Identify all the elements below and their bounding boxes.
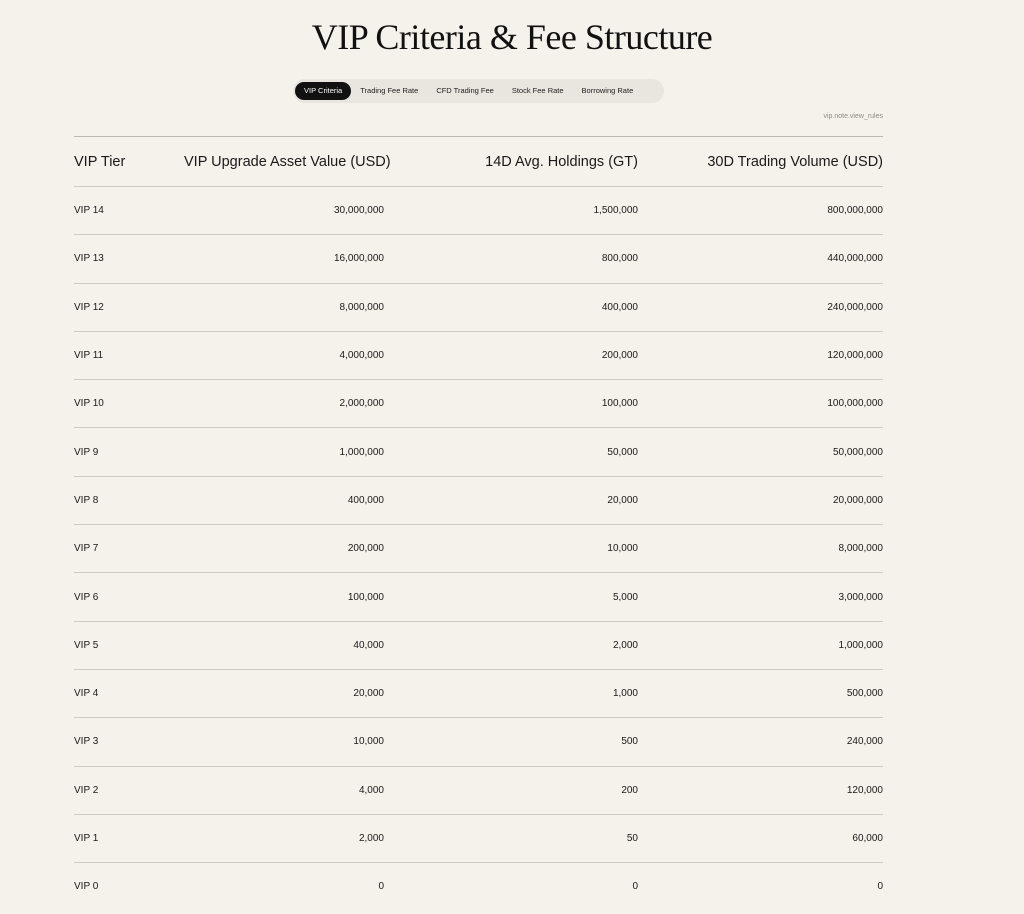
avg-holdings-cell: 100,000 <box>601 398 638 410</box>
vip-tier-cell: VIP 5 <box>74 639 99 651</box>
tab-trading-fee-rate[interactable]: Trading Fee Rate <box>360 86 419 95</box>
table-row <box>74 572 883 620</box>
tab-vip-criteria[interactable]: VIP Criteria <box>295 82 351 100</box>
upgrade-asset-value-cell: 16,000,000 <box>333 253 384 265</box>
upgrade-asset-value-cell: 200,000 <box>347 543 384 555</box>
view-rules-note[interactable]: vip.note.view_rules <box>823 113 883 120</box>
page-title: VIP Criteria & Fee Structure <box>311 17 713 57</box>
avg-holdings-cell: 0 <box>632 881 638 893</box>
trading-volume-cell: 800,000,000 <box>827 205 883 217</box>
table-row <box>74 669 883 717</box>
table-row <box>74 717 883 765</box>
upgrade-asset-value-cell: 1,000,000 <box>339 446 384 458</box>
avg-holdings-cell: 800,000 <box>601 253 638 265</box>
avg-holdings-cell: 20,000 <box>607 494 638 506</box>
avg-holdings-cell: 200 <box>621 784 638 796</box>
vip-tier-cell: VIP 2 <box>74 784 99 796</box>
avg-holdings-cell: 1,000 <box>612 688 638 700</box>
table-row <box>74 476 883 524</box>
upgrade-asset-value-cell: 8,000,000 <box>339 301 384 313</box>
table-row <box>74 331 883 379</box>
table-row <box>74 379 883 427</box>
trading-volume-cell: 0 <box>877 881 883 893</box>
upgrade-asset-value-cell: 4,000,000 <box>339 350 384 362</box>
trading-volume-cell: 1,000,000 <box>838 639 883 651</box>
upgrade-asset-value-cell: 4,000 <box>358 784 384 796</box>
vip-criteria-table <box>74 136 883 910</box>
tab-cfd-trading-fee[interactable]: CFD Trading Fee <box>436 86 494 95</box>
tab-stock-fee-rate[interactable]: Stock Fee Rate <box>511 86 564 95</box>
trading-volume-cell: 120,000 <box>846 784 883 796</box>
column-header-vip-tier: VIP Tier <box>74 153 126 170</box>
vip-tier-cell: VIP 12 <box>74 301 104 313</box>
table-body <box>74 186 883 910</box>
table-header-row <box>74 136 883 186</box>
table-row <box>74 766 883 814</box>
trading-volume-cell: 500,000 <box>846 688 883 700</box>
trading-volume-cell: 120,000,000 <box>827 350 883 362</box>
trading-volume-cell: 50,000,000 <box>832 446 883 458</box>
avg-holdings-cell: 50 <box>626 833 638 844</box>
vip-tier-cell: VIP 8 <box>74 494 99 506</box>
upgrade-asset-value-cell: 0 <box>378 881 384 893</box>
avg-holdings-cell: 500 <box>621 736 638 748</box>
vip-tier-cell: VIP 0 <box>74 881 99 893</box>
vip-tier-cell: VIP 13 <box>74 253 104 265</box>
vip-tier-cell: VIP 7 <box>74 543 99 555</box>
table-row <box>74 862 883 910</box>
table-row <box>74 186 883 234</box>
vip-tier-cell: VIP 6 <box>74 591 99 603</box>
trading-volume-cell: 3,000,000 <box>838 591 883 603</box>
vip-tier-cell: VIP 14 <box>74 205 104 217</box>
column-header-avg-holdings: 14D Avg. Holdings (GT) <box>485 153 638 170</box>
tab-bar <box>293 79 664 103</box>
vip-tier-cell: VIP 10 <box>74 398 104 410</box>
avg-holdings-cell: 400,000 <box>601 301 638 313</box>
avg-holdings-cell: 5,000 <box>612 591 638 603</box>
vip-tier-cell: VIP 1 <box>74 833 99 844</box>
table-row <box>74 524 883 572</box>
table-row <box>74 427 883 475</box>
upgrade-asset-value-cell: 400,000 <box>347 494 384 506</box>
tab-borrowing-rate[interactable]: Borrowing Rate <box>581 86 634 95</box>
trading-volume-cell: 440,000,000 <box>827 253 883 265</box>
avg-holdings-cell: 1,500,000 <box>593 205 638 217</box>
trading-volume-cell: 100,000,000 <box>827 398 883 410</box>
trading-volume-cell: 8,000,000 <box>838 543 883 555</box>
trading-volume-cell: 240,000 <box>846 736 883 748</box>
upgrade-asset-value-cell: 100,000 <box>347 591 384 603</box>
avg-holdings-cell: 10,000 <box>607 543 638 555</box>
table-row <box>74 283 883 331</box>
trading-volume-cell: 20,000,000 <box>832 494 883 506</box>
avg-holdings-cell: 2,000 <box>612 639 638 651</box>
upgrade-asset-value-cell: 40,000 <box>353 639 384 651</box>
table-row <box>74 621 883 669</box>
vip-tier-cell: VIP 9 <box>74 446 99 458</box>
table-row <box>74 234 883 282</box>
column-header-upgrade-asset-value: VIP Upgrade Asset Value (USD) <box>184 153 391 170</box>
vip-tier-cell: VIP 3 <box>74 736 99 748</box>
trading-volume-cell: 240,000,000 <box>827 301 883 313</box>
trading-volume-cell: 60,000 <box>852 833 883 844</box>
upgrade-asset-value-cell: 2,000 <box>358 833 384 844</box>
table-row <box>74 814 883 862</box>
avg-holdings-cell: 50,000 <box>607 446 638 458</box>
upgrade-asset-value-cell: 10,000 <box>353 736 384 748</box>
vip-tier-cell: VIP 4 <box>74 688 99 700</box>
upgrade-asset-value-cell: 20,000 <box>353 688 384 700</box>
column-header-trading-volume: 30D Trading Volume (USD) <box>707 153 883 170</box>
vip-tier-cell: VIP 11 <box>74 350 104 362</box>
avg-holdings-cell: 200,000 <box>601 350 638 362</box>
upgrade-asset-value-cell: 2,000,000 <box>339 398 384 410</box>
upgrade-asset-value-cell: 30,000,000 <box>333 205 384 217</box>
